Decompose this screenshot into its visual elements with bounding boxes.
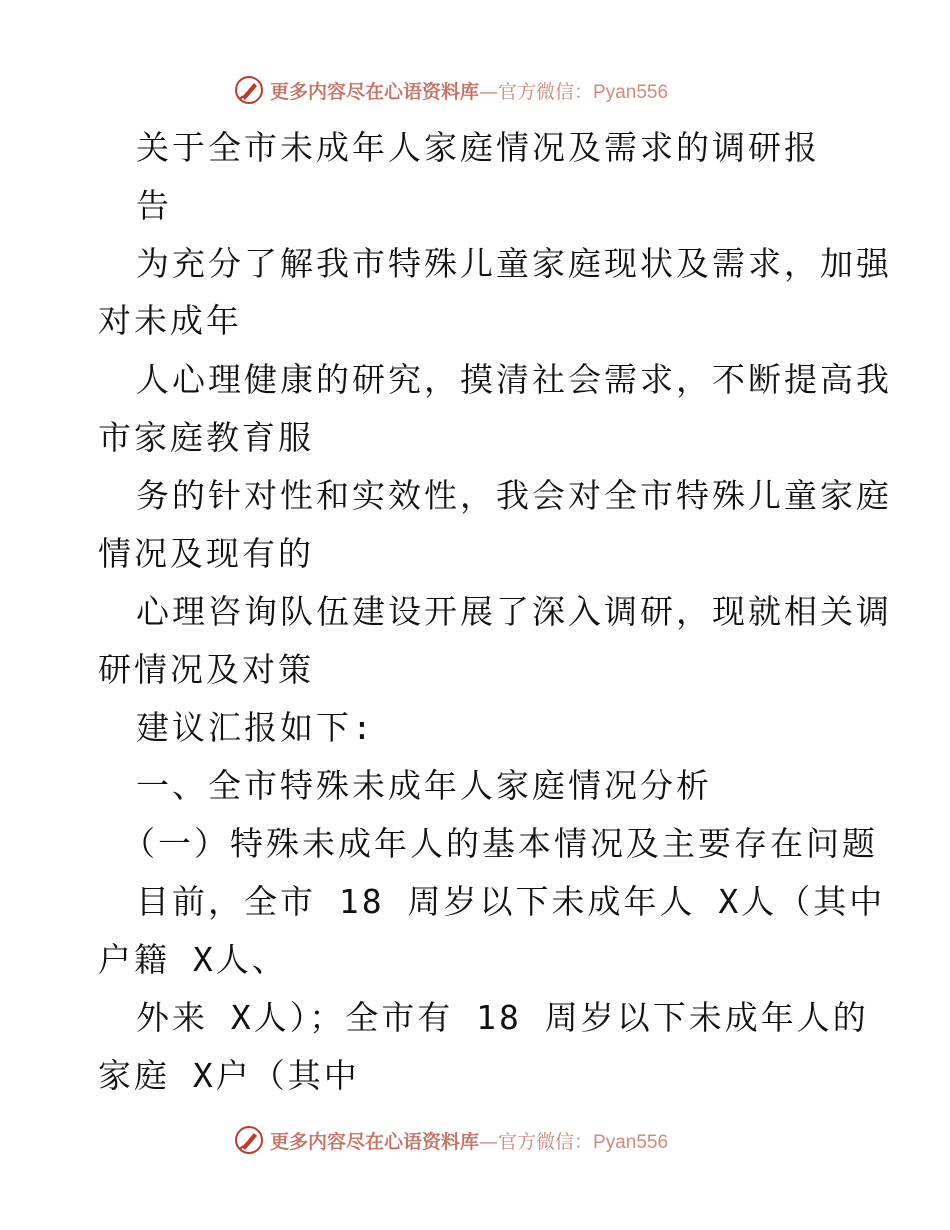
title-line-2: 告 xyxy=(136,186,172,225)
banner-brand: 更多内容尽在心语资料库 xyxy=(270,1130,480,1153)
banner-label: 官方微信： xyxy=(498,1130,594,1153)
banner-dash: — xyxy=(479,1130,499,1153)
paragraph-line: 人心理健康的研究，摸清社会需求，不断提高我 xyxy=(136,360,892,399)
paragraph-line: 务的针对性和实效性，我会对全市特殊儿童家庭 xyxy=(136,476,892,515)
title-line-1: 关于全市未成年人家庭情况及需求的调研报 xyxy=(136,128,820,167)
paragraph-line: 目前，全市 18 周岁以下未成年人 X人（其中 xyxy=(136,882,886,921)
banner-brand: 更多内容尽在心语资料库 xyxy=(270,80,480,103)
banner-text xyxy=(270,77,668,104)
pen-logo-icon xyxy=(234,1125,264,1155)
paragraph-line: 户籍 X人、 xyxy=(98,940,288,979)
paragraph-line: 对未成年 xyxy=(98,301,242,340)
banner-text xyxy=(270,1127,668,1154)
banner-label: 官方微信： xyxy=(498,80,594,103)
paragraph-line: 研情况及对策 xyxy=(98,650,314,689)
banner-wechat-id: Pyan556 xyxy=(593,1131,669,1153)
paragraph-line: 建议汇报如下: xyxy=(136,708,375,747)
paragraph-line: 家庭 X户（其中 xyxy=(98,1056,360,1095)
banner-dash: — xyxy=(479,80,499,103)
banner-wechat-id: Pyan556 xyxy=(593,81,669,103)
paragraph-line: 外来 X人）；全市有 18 周岁以下未成年人的 xyxy=(136,998,869,1037)
pen-logo-icon xyxy=(234,75,264,105)
subsection-heading: （一）特殊未成年人的基本情况及主要存在问题 xyxy=(122,824,878,863)
paragraph-line: 为充分了解我市特殊儿童家庭现状及需求，加强 xyxy=(136,244,892,283)
section-heading: 一、全市特殊未成年人家庭情况分析 xyxy=(136,766,712,805)
paragraph-line: 情况及现有的 xyxy=(98,534,314,573)
header-banner xyxy=(234,72,668,108)
footer-banner xyxy=(234,1122,668,1158)
paragraph-line: 市家庭教育服 xyxy=(98,418,314,457)
paragraph-line: 心理咨询队伍建设开展了深入调研，现就相关调 xyxy=(136,592,892,631)
